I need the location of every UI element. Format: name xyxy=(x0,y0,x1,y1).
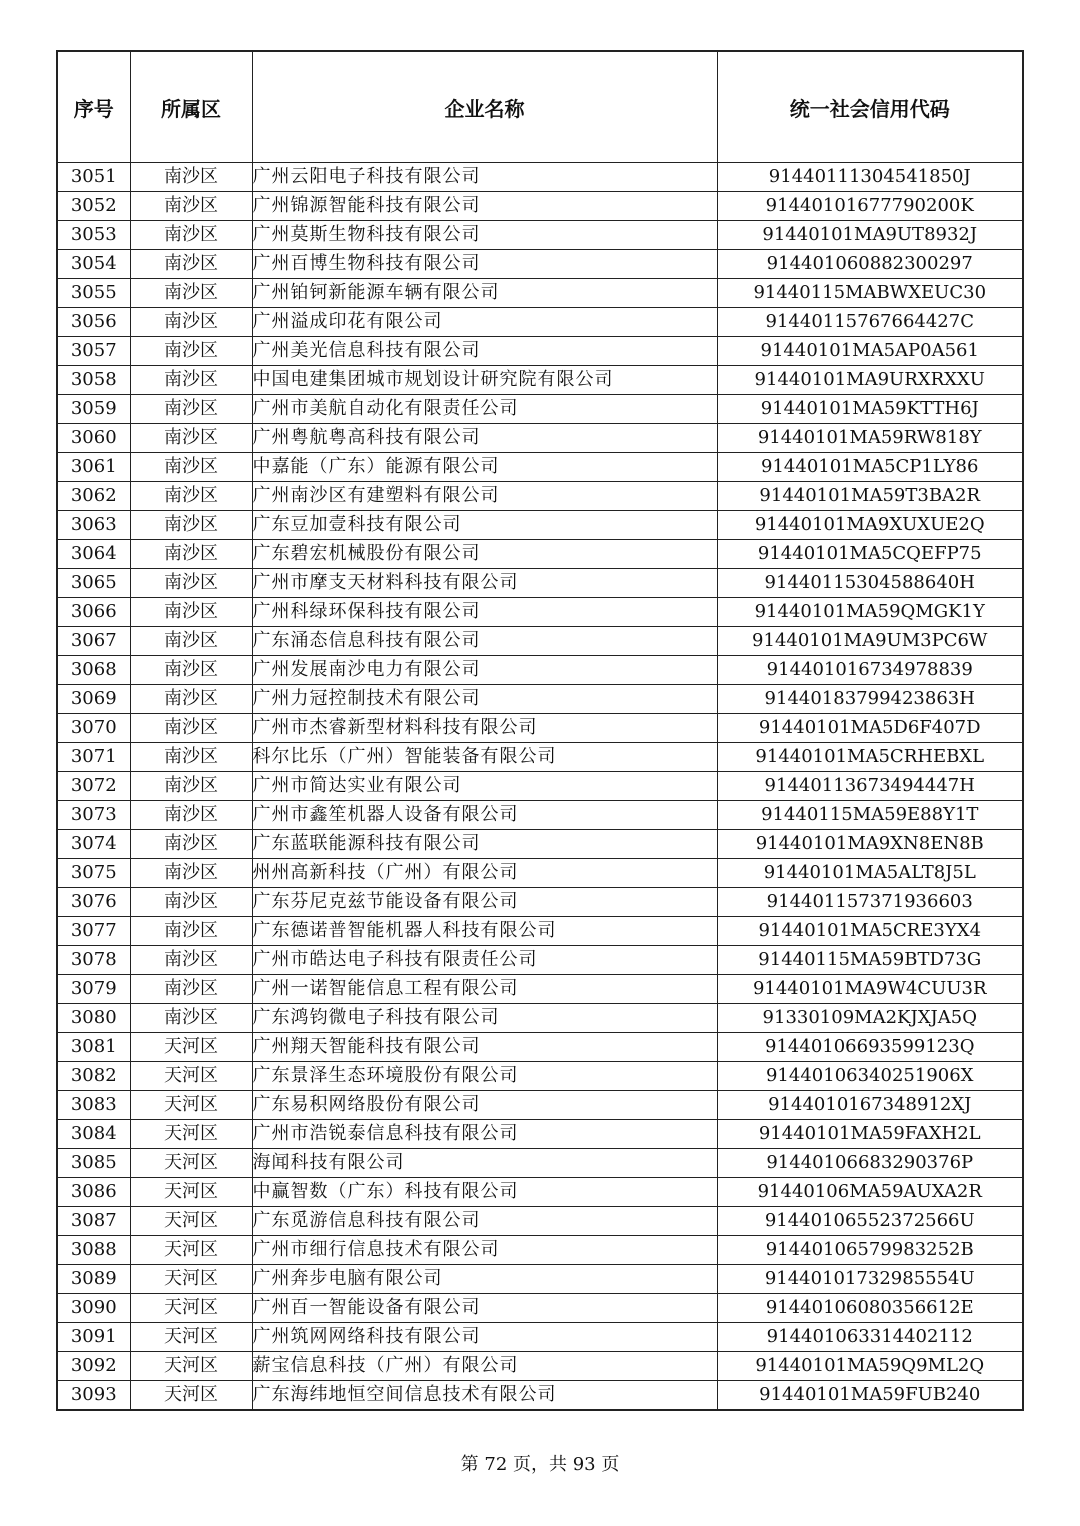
district-cell: 南沙区 xyxy=(130,685,252,714)
serial-number-cell: 3072 xyxy=(57,772,130,801)
district-cell: 南沙区 xyxy=(130,192,252,221)
credit-code-cell: 91440115MABWXEUC30 xyxy=(717,279,1023,308)
credit-code-cell: 91440101677790200K xyxy=(717,192,1023,221)
company-name-cell: 州州高新科技（广州）有限公司 xyxy=(252,859,717,888)
table-row xyxy=(57,1352,1023,1381)
table-row xyxy=(57,482,1023,511)
district-cell: 南沙区 xyxy=(130,830,252,859)
serial-number-cell: 3065 xyxy=(57,569,130,598)
district-cell: 南沙区 xyxy=(130,946,252,975)
enterprise-table xyxy=(56,50,1024,1411)
credit-code-cell: 91440101MA9XN8EN8B xyxy=(717,830,1023,859)
table-row xyxy=(57,511,1023,540)
district-cell: 南沙区 xyxy=(130,366,252,395)
serial-number-cell: 3063 xyxy=(57,511,130,540)
serial-number-cell: 3053 xyxy=(57,221,130,250)
table-row xyxy=(57,801,1023,830)
company-name-cell: 广州百博生物科技有限公司 xyxy=(252,250,717,279)
company-name-cell: 广州市摩支天材料科技有限公司 xyxy=(252,569,717,598)
credit-code-cell: 91440106683290376P xyxy=(717,1149,1023,1178)
company-name-cell: 广州粤航粤高科技有限公司 xyxy=(252,424,717,453)
district-cell: 南沙区 xyxy=(130,511,252,540)
serial-number-cell: 3071 xyxy=(57,743,130,772)
table-row xyxy=(57,598,1023,627)
table-row xyxy=(57,453,1023,482)
credit-code-cell: 91440113673494447H xyxy=(717,772,1023,801)
credit-code-cell: 91440101MA9XUXUE2Q xyxy=(717,511,1023,540)
credit-code-cell: 91440101MA59FUB240 xyxy=(717,1381,1023,1411)
district-cell: 南沙区 xyxy=(130,221,252,250)
credit-code-cell: 91440106579983252B xyxy=(717,1236,1023,1265)
table-row xyxy=(57,250,1023,279)
serial-number-cell: 3091 xyxy=(57,1323,130,1352)
district-cell: 南沙区 xyxy=(130,627,252,656)
credit-code-cell: 91440101MA5CRE3YX4 xyxy=(717,917,1023,946)
table-row xyxy=(57,192,1023,221)
header-company-name: 企业名称 xyxy=(252,51,717,163)
serial-number-cell: 3083 xyxy=(57,1091,130,1120)
serial-number-cell: 3062 xyxy=(57,482,130,511)
table-row xyxy=(57,1178,1023,1207)
company-name-cell: 广州奔步电脑有限公司 xyxy=(252,1265,717,1294)
district-cell: 南沙区 xyxy=(130,540,252,569)
district-cell: 南沙区 xyxy=(130,859,252,888)
serial-number-cell: 3078 xyxy=(57,946,130,975)
serial-number-cell: 3070 xyxy=(57,714,130,743)
district-cell: 南沙区 xyxy=(130,772,252,801)
district-cell: 南沙区 xyxy=(130,1004,252,1033)
district-cell: 南沙区 xyxy=(130,888,252,917)
district-cell: 南沙区 xyxy=(130,337,252,366)
credit-code-cell: 91440115MA59BTD73G xyxy=(717,946,1023,975)
credit-code-cell: 91440101MA5CP1LY86 xyxy=(717,453,1023,482)
serial-number-cell: 3089 xyxy=(57,1265,130,1294)
company-name-cell: 广州美光信息科技有限公司 xyxy=(252,337,717,366)
table-row xyxy=(57,1323,1023,1352)
district-cell: 南沙区 xyxy=(130,656,252,685)
table-row xyxy=(57,569,1023,598)
serial-number-cell: 3052 xyxy=(57,192,130,221)
serial-number-cell: 3082 xyxy=(57,1062,130,1091)
table-row xyxy=(57,917,1023,946)
serial-number-cell: 3074 xyxy=(57,830,130,859)
district-cell: 南沙区 xyxy=(130,801,252,830)
credit-code-cell: 91440101MA5ALT8J5L xyxy=(717,859,1023,888)
table-row xyxy=(57,308,1023,337)
table-row xyxy=(57,1381,1023,1411)
serial-number-cell: 3055 xyxy=(57,279,130,308)
district-cell: 南沙区 xyxy=(130,975,252,1004)
district-cell: 天河区 xyxy=(130,1178,252,1207)
table-row xyxy=(57,714,1023,743)
company-name-cell: 广州市鑫笙机器人设备有限公司 xyxy=(252,801,717,830)
credit-code-cell: 914401157371936603 xyxy=(717,888,1023,917)
table-row xyxy=(57,1033,1023,1062)
company-name-cell: 广州市浩锐泰信息科技有限公司 xyxy=(252,1120,717,1149)
table-row xyxy=(57,1120,1023,1149)
serial-number-cell: 3080 xyxy=(57,1004,130,1033)
serial-number-cell: 3088 xyxy=(57,1236,130,1265)
table-header-row xyxy=(57,51,1023,163)
credit-code-cell: 91440101MA9UM3PC6W xyxy=(717,627,1023,656)
credit-code-cell: 91440101MA5D6F407D xyxy=(717,714,1023,743)
serial-number-cell: 3093 xyxy=(57,1381,130,1411)
district-cell: 南沙区 xyxy=(130,250,252,279)
company-name-cell: 科尔比乐（广州）智能装备有限公司 xyxy=(252,743,717,772)
serial-number-cell: 3079 xyxy=(57,975,130,1004)
table-row xyxy=(57,946,1023,975)
company-name-cell: 广东觅游信息科技有限公司 xyxy=(252,1207,717,1236)
credit-code-cell: 91440101MA5AP0A561 xyxy=(717,337,1023,366)
company-name-cell: 广州南沙区有建塑料有限公司 xyxy=(252,482,717,511)
company-name-cell: 广东德诺普智能机器人科技有限公司 xyxy=(252,917,717,946)
serial-number-cell: 3086 xyxy=(57,1178,130,1207)
table-row xyxy=(57,337,1023,366)
table-row xyxy=(57,221,1023,250)
page-footer: 第 72 页，共 93 页 xyxy=(460,1454,620,1475)
serial-number-cell: 3054 xyxy=(57,250,130,279)
table-row xyxy=(57,975,1023,1004)
credit-code-cell: 91440106340251906X xyxy=(717,1062,1023,1091)
serial-number-cell: 3085 xyxy=(57,1149,130,1178)
company-name-cell: 广州锦源智能科技有限公司 xyxy=(252,192,717,221)
table-row xyxy=(57,395,1023,424)
credit-code-cell: 91440111304541850J xyxy=(717,163,1023,192)
company-name-cell: 广州一诺智能信息工程有限公司 xyxy=(252,975,717,1004)
credit-code-cell: 91440101MA5CQEFP75 xyxy=(717,540,1023,569)
district-cell: 天河区 xyxy=(130,1033,252,1062)
district-cell: 南沙区 xyxy=(130,279,252,308)
table-row xyxy=(57,1265,1023,1294)
company-name-cell: 海闻科技有限公司 xyxy=(252,1149,717,1178)
district-cell: 南沙区 xyxy=(130,714,252,743)
company-name-cell: 广州翔天智能科技有限公司 xyxy=(252,1033,717,1062)
serial-number-cell: 3061 xyxy=(57,453,130,482)
company-name-cell: 广州发展南沙电力有限公司 xyxy=(252,656,717,685)
table-row xyxy=(57,1149,1023,1178)
company-name-cell: 广州筑网网络科技有限公司 xyxy=(252,1323,717,1352)
table-row xyxy=(57,656,1023,685)
credit-code-cell: 91440101732985554U xyxy=(717,1265,1023,1294)
header-district: 所属区 xyxy=(130,51,252,163)
serial-number-cell: 3073 xyxy=(57,801,130,830)
table-row xyxy=(57,627,1023,656)
company-name-cell: 广东景泽生态环境股份有限公司 xyxy=(252,1062,717,1091)
district-cell: 天河区 xyxy=(130,1236,252,1265)
company-name-cell: 广东易积网络股份有限公司 xyxy=(252,1091,717,1120)
table-row xyxy=(57,1294,1023,1323)
table-body xyxy=(57,163,1023,1411)
district-cell: 天河区 xyxy=(130,1265,252,1294)
company-name-cell: 广州市美航自动化有限责任公司 xyxy=(252,395,717,424)
company-name-cell: 广州市杰睿新型材料科技有限公司 xyxy=(252,714,717,743)
table-row xyxy=(57,772,1023,801)
serial-number-cell: 3066 xyxy=(57,598,130,627)
credit-code-cell: 91440106693599123Q xyxy=(717,1033,1023,1062)
serial-number-cell: 3068 xyxy=(57,656,130,685)
district-cell: 天河区 xyxy=(130,1149,252,1178)
table-row xyxy=(57,859,1023,888)
company-name-cell: 广州百一智能设备有限公司 xyxy=(252,1294,717,1323)
serial-number-cell: 3064 xyxy=(57,540,130,569)
district-cell: 南沙区 xyxy=(130,453,252,482)
credit-code-cell: 91440101MA5CRHEBXL xyxy=(717,743,1023,772)
table-row xyxy=(57,279,1023,308)
district-cell: 南沙区 xyxy=(130,482,252,511)
serial-number-cell: 3056 xyxy=(57,308,130,337)
table-row xyxy=(57,1236,1023,1265)
table-row xyxy=(57,888,1023,917)
serial-number-cell: 3060 xyxy=(57,424,130,453)
company-name-cell: 广东海纬地恒空间信息技术有限公司 xyxy=(252,1381,717,1411)
district-cell: 南沙区 xyxy=(130,424,252,453)
serial-number-cell: 3075 xyxy=(57,859,130,888)
credit-code-cell: 91440101MA9W4CUU3R xyxy=(717,975,1023,1004)
company-name-cell: 薪宝信息科技（广州）有限公司 xyxy=(252,1352,717,1381)
company-name-cell: 广州市细行信息技术有限公司 xyxy=(252,1236,717,1265)
district-cell: 天河区 xyxy=(130,1381,252,1411)
district-cell: 天河区 xyxy=(130,1207,252,1236)
table-row xyxy=(57,830,1023,859)
serial-number-cell: 3081 xyxy=(57,1033,130,1062)
credit-code-cell: 914401060882300297 xyxy=(717,250,1023,279)
district-cell: 南沙区 xyxy=(130,163,252,192)
company-name-cell: 广州市皓达电子科技有限责任公司 xyxy=(252,946,717,975)
credit-code-cell: 91440101MA9URXRXXU xyxy=(717,366,1023,395)
serial-number-cell: 3084 xyxy=(57,1120,130,1149)
credit-code-cell: 91440101MA9UT8932J xyxy=(717,221,1023,250)
credit-code-cell: 91440101MA59FAXH2L xyxy=(717,1120,1023,1149)
district-cell: 天河区 xyxy=(130,1062,252,1091)
serial-number-cell: 3051 xyxy=(57,163,130,192)
serial-number-cell: 3058 xyxy=(57,366,130,395)
company-name-cell: 广州溢成印花有限公司 xyxy=(252,308,717,337)
header-serial-number: 序号 xyxy=(57,51,130,163)
company-name-cell: 中赢智数（广东）科技有限公司 xyxy=(252,1178,717,1207)
company-name-cell: 广东涌态信息科技有限公司 xyxy=(252,627,717,656)
credit-code-cell: 91440106080356612E xyxy=(717,1294,1023,1323)
table-row xyxy=(57,1062,1023,1091)
credit-code-cell: 91440101MA59QMGK1Y xyxy=(717,598,1023,627)
district-cell: 南沙区 xyxy=(130,308,252,337)
credit-code-cell: 91440101MA59Q9ML2Q xyxy=(717,1352,1023,1381)
company-name-cell: 中嘉能（广东）能源有限公司 xyxy=(252,453,717,482)
serial-number-cell: 3067 xyxy=(57,627,130,656)
table-row xyxy=(57,1091,1023,1120)
company-name-cell: 广东芬尼克兹节能设备有限公司 xyxy=(252,888,717,917)
serial-number-cell: 3059 xyxy=(57,395,130,424)
company-name-cell: 广州云阳电子科技有限公司 xyxy=(252,163,717,192)
company-name-cell: 广州铂钶新能源车辆有限公司 xyxy=(252,279,717,308)
table-row xyxy=(57,366,1023,395)
credit-code-cell: 91440106552372566U xyxy=(717,1207,1023,1236)
company-name-cell: 中国电建集团城市规划设计研究院有限公司 xyxy=(252,366,717,395)
district-cell: 南沙区 xyxy=(130,395,252,424)
credit-code-cell: 9144010167348912XJ xyxy=(717,1091,1023,1120)
company-name-cell: 广州莫斯生物科技有限公司 xyxy=(252,221,717,250)
credit-code-cell: 91440115304588640H xyxy=(717,569,1023,598)
serial-number-cell: 3090 xyxy=(57,1294,130,1323)
district-cell: 南沙区 xyxy=(130,917,252,946)
company-name-cell: 广州科绿环保科技有限公司 xyxy=(252,598,717,627)
credit-code-cell: 91440101MA59KTTH6J xyxy=(717,395,1023,424)
serial-number-cell: 3069 xyxy=(57,685,130,714)
district-cell: 南沙区 xyxy=(130,743,252,772)
credit-code-cell: 91440183799423863H xyxy=(717,685,1023,714)
serial-number-cell: 3057 xyxy=(57,337,130,366)
company-name-cell: 广州市简达实业有限公司 xyxy=(252,772,717,801)
district-cell: 天河区 xyxy=(130,1120,252,1149)
table-row xyxy=(57,685,1023,714)
table-row xyxy=(57,163,1023,192)
company-name-cell: 广东鸿钧微电子科技有限公司 xyxy=(252,1004,717,1033)
serial-number-cell: 3092 xyxy=(57,1352,130,1381)
district-cell: 天河区 xyxy=(130,1352,252,1381)
district-cell: 天河区 xyxy=(130,1091,252,1120)
header-credit-code: 统一社会信用代码 xyxy=(717,51,1023,163)
district-cell: 天河区 xyxy=(130,1294,252,1323)
company-name-cell: 广东蓝联能源科技有限公司 xyxy=(252,830,717,859)
company-name-cell: 广东碧宏机械股份有限公司 xyxy=(252,540,717,569)
serial-number-cell: 3077 xyxy=(57,917,130,946)
table-row xyxy=(57,540,1023,569)
serial-number-cell: 3087 xyxy=(57,1207,130,1236)
district-cell: 南沙区 xyxy=(130,569,252,598)
credit-code-cell: 91440115MA59E88Y1T xyxy=(717,801,1023,830)
table-row xyxy=(57,1004,1023,1033)
credit-code-cell: 91440106MA59AUXA2R xyxy=(717,1178,1023,1207)
district-cell: 南沙区 xyxy=(130,598,252,627)
credit-code-cell: 91440115767664427C xyxy=(717,308,1023,337)
table-row xyxy=(57,743,1023,772)
credit-code-cell: 914401063314402112 xyxy=(717,1323,1023,1352)
credit-code-cell: 914401016734978839 xyxy=(717,656,1023,685)
company-name-cell: 广州力冠控制技术有限公司 xyxy=(252,685,717,714)
district-cell: 天河区 xyxy=(130,1323,252,1352)
credit-code-cell: 91440101MA59RW818Y xyxy=(717,424,1023,453)
credit-code-cell: 91330109MA2KJXJA5Q xyxy=(717,1004,1023,1033)
company-name-cell: 广东豆加壹科技有限公司 xyxy=(252,511,717,540)
credit-code-cell: 91440101MA59T3BA2R xyxy=(717,482,1023,511)
serial-number-cell: 3076 xyxy=(57,888,130,917)
table-row xyxy=(57,1207,1023,1236)
table-row xyxy=(57,424,1023,453)
